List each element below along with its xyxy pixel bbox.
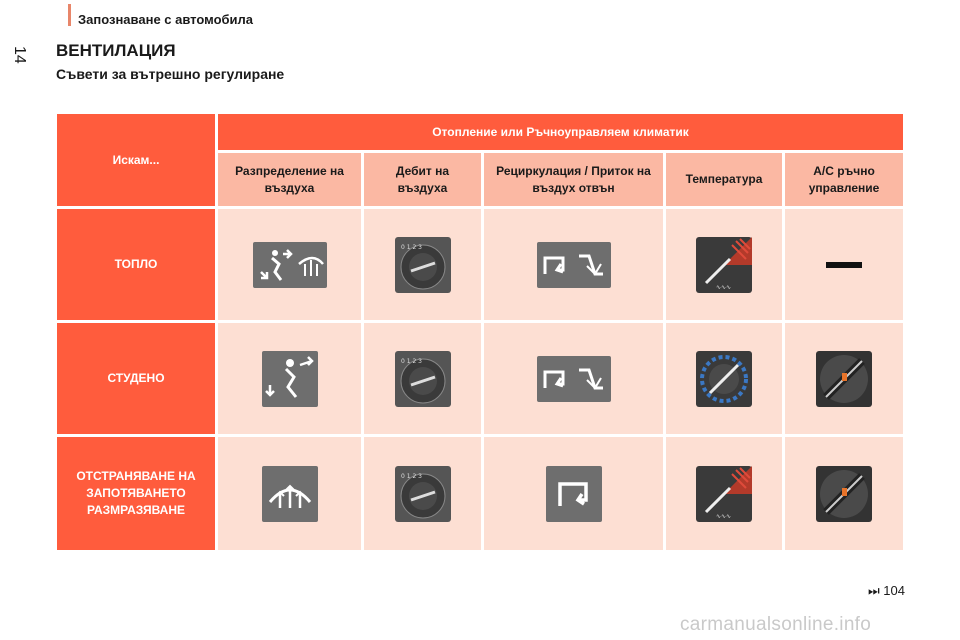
recirculation-icon [546, 466, 602, 522]
table-cell [484, 323, 663, 434]
table-cell [785, 209, 903, 320]
section-title: ВЕНТИЛАЦИЯ [56, 41, 176, 60]
dash-icon [826, 260, 862, 270]
page-number: 14 [11, 46, 28, 64]
ac-knob-icon [816, 351, 872, 407]
table-cell [666, 437, 782, 550]
svg-text:0 1 2 3: 0 1 2 3 [400, 243, 422, 251]
column-header-airflow: Дебит на въздуха [364, 153, 481, 206]
temperature-hot-knob-icon [696, 237, 752, 293]
fan-speed-knob-icon [395, 237, 451, 293]
table-cell [364, 209, 481, 320]
watermark: carmanualsonline.info [680, 614, 872, 635]
page-reference-link[interactable]: ⏭ 104 [868, 583, 906, 598]
recirculation-outside-air-icon [537, 242, 611, 288]
table-cell [484, 209, 663, 320]
column-header-recirculation: Рециркулация / Приток на въздух отвън [484, 153, 663, 206]
table-cell [666, 209, 782, 320]
table-cell [364, 437, 481, 550]
group-header: Отопление или Ръчноуправляем климатик [218, 114, 903, 150]
svg-text:0 1 2 3: 0 1 2 3 [400, 472, 422, 480]
ac-knob-icon [816, 466, 872, 522]
table-cell [218, 323, 361, 434]
fan-speed-knob-icon [395, 351, 451, 407]
temperature-hot-knob-icon [696, 466, 752, 522]
fan-speed-knob-icon [395, 466, 451, 522]
table-cell [364, 323, 481, 434]
header-title: Запознаване с автомобила [78, 12, 254, 27]
temperature-cold-knob-icon [696, 351, 752, 407]
row-label-warm: ТОПЛО [57, 209, 215, 320]
table-cell [666, 323, 782, 434]
column-header-ac: A/C ръчно управление [785, 153, 903, 206]
distribution-face-feet-icon [262, 351, 318, 407]
table-cell [218, 209, 361, 320]
svg-text:∿∿∿: ∿∿∿ [716, 512, 732, 520]
table-cell [484, 437, 663, 550]
section-subtitle: Съвети за вътрешно регулиране [56, 66, 285, 82]
corner-label: Искам... [57, 114, 215, 206]
table-cell [785, 437, 903, 550]
recirculation-outside-air-icon [537, 356, 611, 402]
table-cell [785, 323, 903, 434]
svg-text:0 1 2 3: 0 1 2 3 [400, 357, 422, 365]
table-cell [218, 437, 361, 550]
distribution-feet-defrost-icon [253, 242, 327, 288]
row-label-cold: СТУДЕНО [57, 323, 215, 434]
header-accent-bar [68, 4, 71, 26]
svg-text:∿∿∿: ∿∿∿ [716, 283, 732, 291]
windscreen-defrost-icon [262, 466, 318, 522]
row-label-defrost: ОТСТРАНЯВАНЕ НА ЗАПОТЯВАНЕТО РАЗМРАЗЯВАНЕ [57, 437, 215, 550]
column-header-distribution: Разпределение на въздуха [218, 153, 361, 206]
column-header-temperature: Температура [666, 153, 782, 206]
